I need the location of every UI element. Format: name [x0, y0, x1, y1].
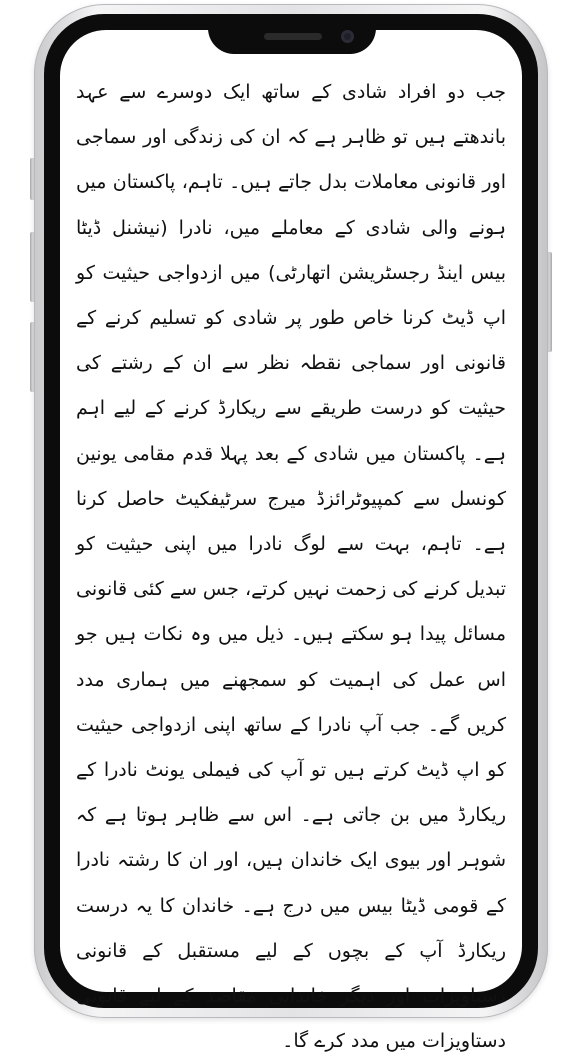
front-camera-icon: [341, 30, 354, 43]
article-text: جب دو افراد شادی کے ساتھ ایک دوسرے سے عہد باندھتے ہیں تو ظاہر ہے کہ ان کی زندگی اور سماجی اور قانونی معاملات بدل جاتے ہیں۔ تاہم، پاکستان میں ہونے والی شادی کے معاملے میں، نادرا (نیشنل ڈیٹا بیس اینڈ رجسٹریشن اتھارٹی) میں ازدواجی حیثیت کو اپ ڈیٹ کرنا خاص طور پر شادی کو تسلیم کرنے کے قانونی اور سماجی نقطہ نظر سے ان کے رشتے کی حیثیت کو درست طریقے سے ریکارڈ کرنے کے لیے اہم ہے۔ پاکستان میں شادی کے بعد پہلا قدم مقامی یونین کونسل سے کمپیوٹرائزڈ میرج سرٹیفکیٹ حاصل کرنا ہے۔ تاہم، بہت سے لوگ نادرا میں اپنی حیثیت کو تبدیل کرنے کی زحمت نہیں کرتے، جس سے کئی قانونی مسائل پیدا ہو سکتے ہیں۔ ذیل میں وہ نکات ہیں جو اس عمل کی اہمیت کو سمجھنے میں ہماری مدد کریں گے۔ جب آپ نادرا کے ساتھ اپنی ازدواجی حیثیت کو اپ ڈیٹ کرتے ہیں تو آپ کی فیملی یونٹ نادرا کے ریکارڈ میں بن جاتی ہے۔ اس سے ظاہر ہوتا ہے کہ شوہر اور بیوی ایک خاندان ہیں، اور ان کا رشتہ نادرا کے قومی ڈیٹا بیس میں درج ہے۔ خاندان کا یہ درست ریکارڈ آپ کے بچوں کے لیے مستقبل کے قانونی دستاویزات اور دیگر خاندانی مقاصد کے لیے قانونی دستاویزات میں مدد کرے گا۔: [76, 81, 506, 1053]
speaker-grille: [264, 33, 322, 40]
